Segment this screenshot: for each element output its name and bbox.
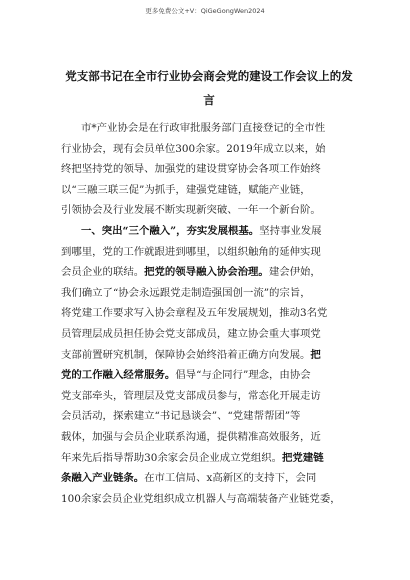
- body-line: [61, 448, 351, 469]
- document-title: [58, 64, 360, 112]
- body-line: 载体，加强与会员企业联系沟通，提供精准高效服务，近: [61, 430, 321, 443]
- body-line: [61, 468, 351, 489]
- body-line: 会员活动，探索建立“书记恳谈会”、“党建帮帮团”等: [61, 410, 301, 423]
- document-body: [61, 118, 351, 509]
- body-line: 以“三融三联三促”为抓手，建强党建链，赋能产业链，: [61, 183, 311, 196]
- body-line: 引领协会及行业发展不断实现新突破、一年一个新台阶。: [61, 204, 321, 217]
- body-line: [61, 221, 351, 242]
- body-line: 100余家会员企业党组织成立机器人与高端装备产业链党委，: [61, 492, 341, 505]
- body-line: 到哪里，党的工作就跟进到哪里，以组织触角的延伸实现: [61, 245, 321, 258]
- body-line: [61, 345, 351, 366]
- bold-subheading: 党的工作融入经常服务。: [61, 369, 176, 382]
- body-line: 将党建工作要求写入协会章程及五年发展规划，推动3名党: [61, 307, 328, 320]
- body-line: [61, 365, 351, 386]
- body-text: 坚持事业发展: [259, 224, 322, 237]
- page-header-note: 更多免费公文+V：QiGeGongWen2024: [145, 7, 265, 15]
- body-text: 建会伊始，: [268, 266, 321, 279]
- body-text: 年来先后指导帮助30余家会员企业成立党组织。: [61, 451, 283, 464]
- body-line: 市*产业协会是在行政审批服务部门直接登记的全市性: [81, 122, 326, 134]
- bold-subheading: 把: [310, 348, 321, 361]
- body-text: 支部前置研究机制，保障协会始终沿着正确方向发展。: [61, 348, 311, 361]
- paragraph-intro: [61, 118, 351, 221]
- body-line: 行业协会，现有会员单位300余家。2019年成立以来，始: [61, 142, 326, 155]
- body-line: 员管理层成员担任协会党支部成员，建立协会重大事项党: [61, 327, 321, 340]
- paragraph-section-one: [61, 221, 351, 509]
- body-line: [61, 262, 351, 283]
- section-heading: 一、突出“三个融入”，夯实发展根基。: [81, 224, 260, 237]
- body-line: 我们确立了“协会永远跟党走制造强国创一流”的宗旨，: [61, 286, 311, 299]
- body-text: 会员企业的联结。: [61, 266, 145, 279]
- title-line-2: 言: [203, 93, 215, 107]
- bold-subheading: 把党建链: [282, 451, 324, 464]
- bold-subheading: 把党的领导融入协会治理。: [144, 266, 269, 279]
- body-line: 终把坚持党的领导、加强党的建设贯穿协会各项工作始终: [61, 163, 321, 176]
- body-text: 在市工信局、x高新区的支持下，会同: [144, 472, 317, 485]
- body-text: 倡导“与企同行”理念，由协会: [175, 369, 311, 382]
- body-line: 党支部牵头，管理层及党支部成员参与，常态化开展走访: [61, 389, 321, 402]
- title-line-1: 党支部书记在全市行业协会商会党的建设工作会议上的发: [65, 69, 353, 83]
- bold-subheading: 条融入产业链条。: [61, 472, 145, 485]
